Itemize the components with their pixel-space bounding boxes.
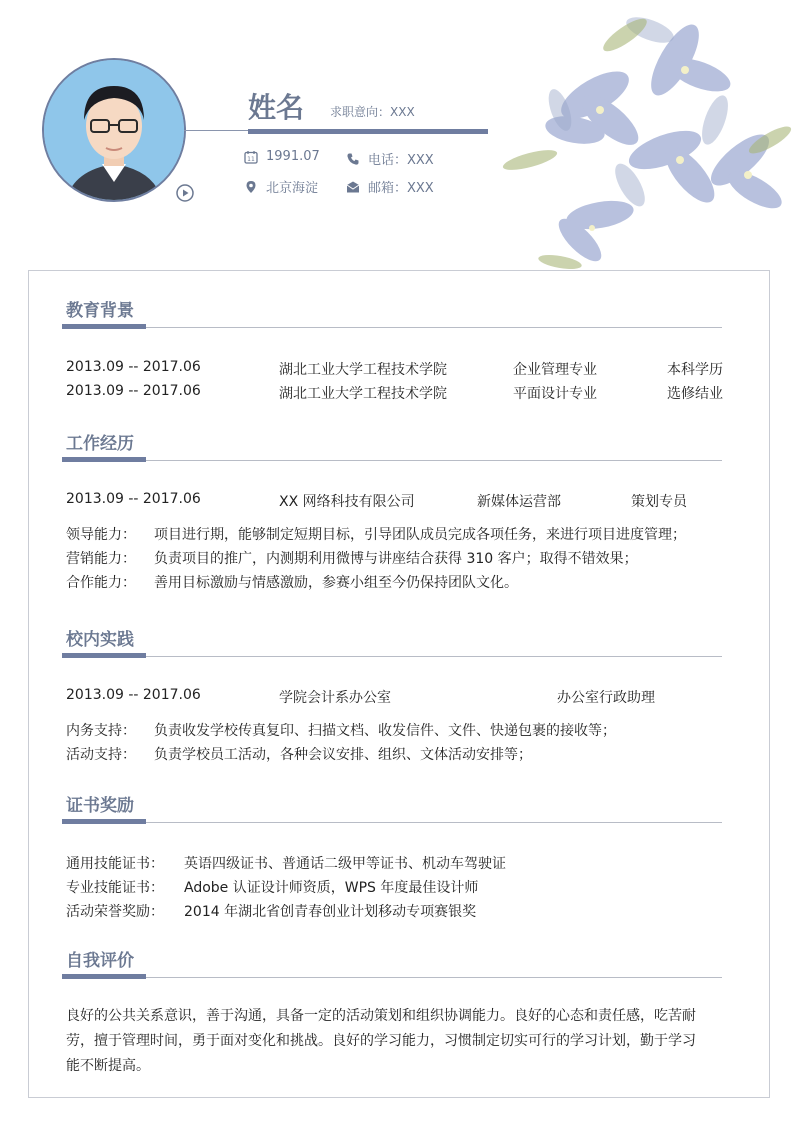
- email-info: [346, 177, 434, 196]
- location-pin-icon: [244, 180, 258, 194]
- edu-row-date: 2013.09 -- 2017.06: [66, 383, 201, 399]
- campus-org: 学院会计系办公室: [279, 690, 391, 706]
- cert-text: 英语四级证书、普通话二级甲等证书、机动车驾驶证: [184, 856, 506, 872]
- section-title-campus: 校内实践: [66, 630, 134, 650]
- location-value: 北京海淀: [266, 181, 319, 196]
- section-divider: [62, 327, 722, 328]
- svg-text:11: 11: [247, 155, 255, 163]
- campus-item-text: 负责收发学校传真复印、扫描文档、收发信件、文件、快递包裹的接收等；: [154, 723, 616, 739]
- cert-text: Adobe 认证设计师资质，WPS 年度最佳设计师: [184, 880, 479, 896]
- work-item-text: 负责项目的推广，内测期利用微博与讲座结合获得 310 客户；取得不错效果；: [154, 551, 638, 567]
- edu-row-degree: 选修结业: [667, 386, 723, 402]
- section-divider: [62, 822, 722, 823]
- header-accent-bar: [248, 129, 488, 134]
- work-item-text: 项目进行期，能够制定短期目标，引导团队成员完成各项任务，来进行项目进度管理；: [154, 527, 686, 543]
- section-accent-bar: [62, 324, 146, 329]
- section-title-work: 工作经历: [66, 434, 134, 454]
- edu-row-school: 湖北工业大学工程技术学院: [279, 362, 447, 378]
- work-role: 策划专员: [631, 494, 687, 510]
- job-intent: 求职意向：XXX: [330, 105, 415, 119]
- self-evaluation-line: 良好的公共关系意识，善于沟通，具备一定的活动策划和组织协调能力。良好的心态和责任感，吃苦耐: [66, 1008, 696, 1024]
- cert-label: 通用技能证书：: [66, 856, 164, 872]
- avatar-photo: [44, 60, 184, 200]
- self-evaluation-line: 劳，擅于管理时间，勇于面对变化和挑战。良好的学习能力，习惯制定切实可行的学习计划，勤于学习: [66, 1033, 696, 1049]
- flower-decoration: [500, 0, 793, 272]
- location-info: [244, 177, 318, 196]
- mail-icon: [346, 180, 360, 194]
- birth-info: [244, 149, 320, 164]
- calendar-icon: [244, 150, 258, 164]
- campus-item-label: 内务支持：: [66, 723, 136, 739]
- campus-item-label: 活动支持：: [66, 747, 136, 763]
- avatar: [42, 58, 186, 202]
- work-item-label: 合作能力：: [66, 575, 136, 591]
- section-title-education: 教育背景: [66, 301, 134, 321]
- campus-date: 2013.09 -- 2017.06: [66, 687, 201, 703]
- work-item-text: 善用目标激励与情感激励，参赛小组至今仍保持团队文化。: [154, 575, 518, 591]
- edu-row-major: 平面设计专业: [513, 386, 597, 402]
- edu-row-major: 企业管理专业: [513, 362, 597, 378]
- section-divider: [62, 656, 722, 657]
- work-company: XX 网络科技有限公司: [279, 494, 415, 510]
- section-divider: [62, 977, 722, 978]
- phone-value: 电话：XXX: [368, 153, 434, 168]
- cert-label: 活动荣誉奖励：: [66, 904, 164, 920]
- work-item-label: 营销能力：: [66, 551, 136, 567]
- edu-row-date: 2013.09 -- 2017.06: [66, 359, 201, 375]
- self-evaluation-line: 能不断提高。: [66, 1058, 150, 1074]
- section-accent-bar: [62, 974, 146, 979]
- self-evaluation: [66, 1004, 736, 1079]
- play-icon[interactable]: [176, 184, 194, 202]
- work-dept: 新媒体运营部: [477, 494, 561, 510]
- phone-icon: [346, 152, 360, 166]
- section-accent-bar: [62, 653, 146, 658]
- candidate-name: 姓名: [248, 91, 305, 124]
- section-accent-bar: [62, 819, 146, 824]
- campus-role: 办公室行政助理: [557, 690, 655, 706]
- section-accent-bar: [62, 457, 146, 462]
- cert-text: 2014 年湖北省创青春创业计划移动专项赛银奖: [184, 904, 477, 920]
- work-item-label: 领导能力：: [66, 527, 136, 543]
- edu-row-degree: 本科学历: [667, 362, 723, 378]
- cert-label: 专业技能证书：: [66, 880, 164, 896]
- section-divider: [62, 460, 722, 461]
- section-title-self: 自我评价: [66, 951, 134, 971]
- email-value: 邮箱：XXX: [368, 181, 434, 196]
- phone-info: [346, 149, 434, 168]
- campus-item-text: 负责学校员工活动，各种会议安排、组织、文体活动安排等；: [154, 747, 532, 763]
- work-date: 2013.09 -- 2017.06: [66, 491, 201, 507]
- edu-row-school: 湖北工业大学工程技术学院: [279, 386, 447, 402]
- section-title-certs: 证书奖励: [66, 796, 134, 816]
- birth-value: 1991.07: [266, 149, 320, 164]
